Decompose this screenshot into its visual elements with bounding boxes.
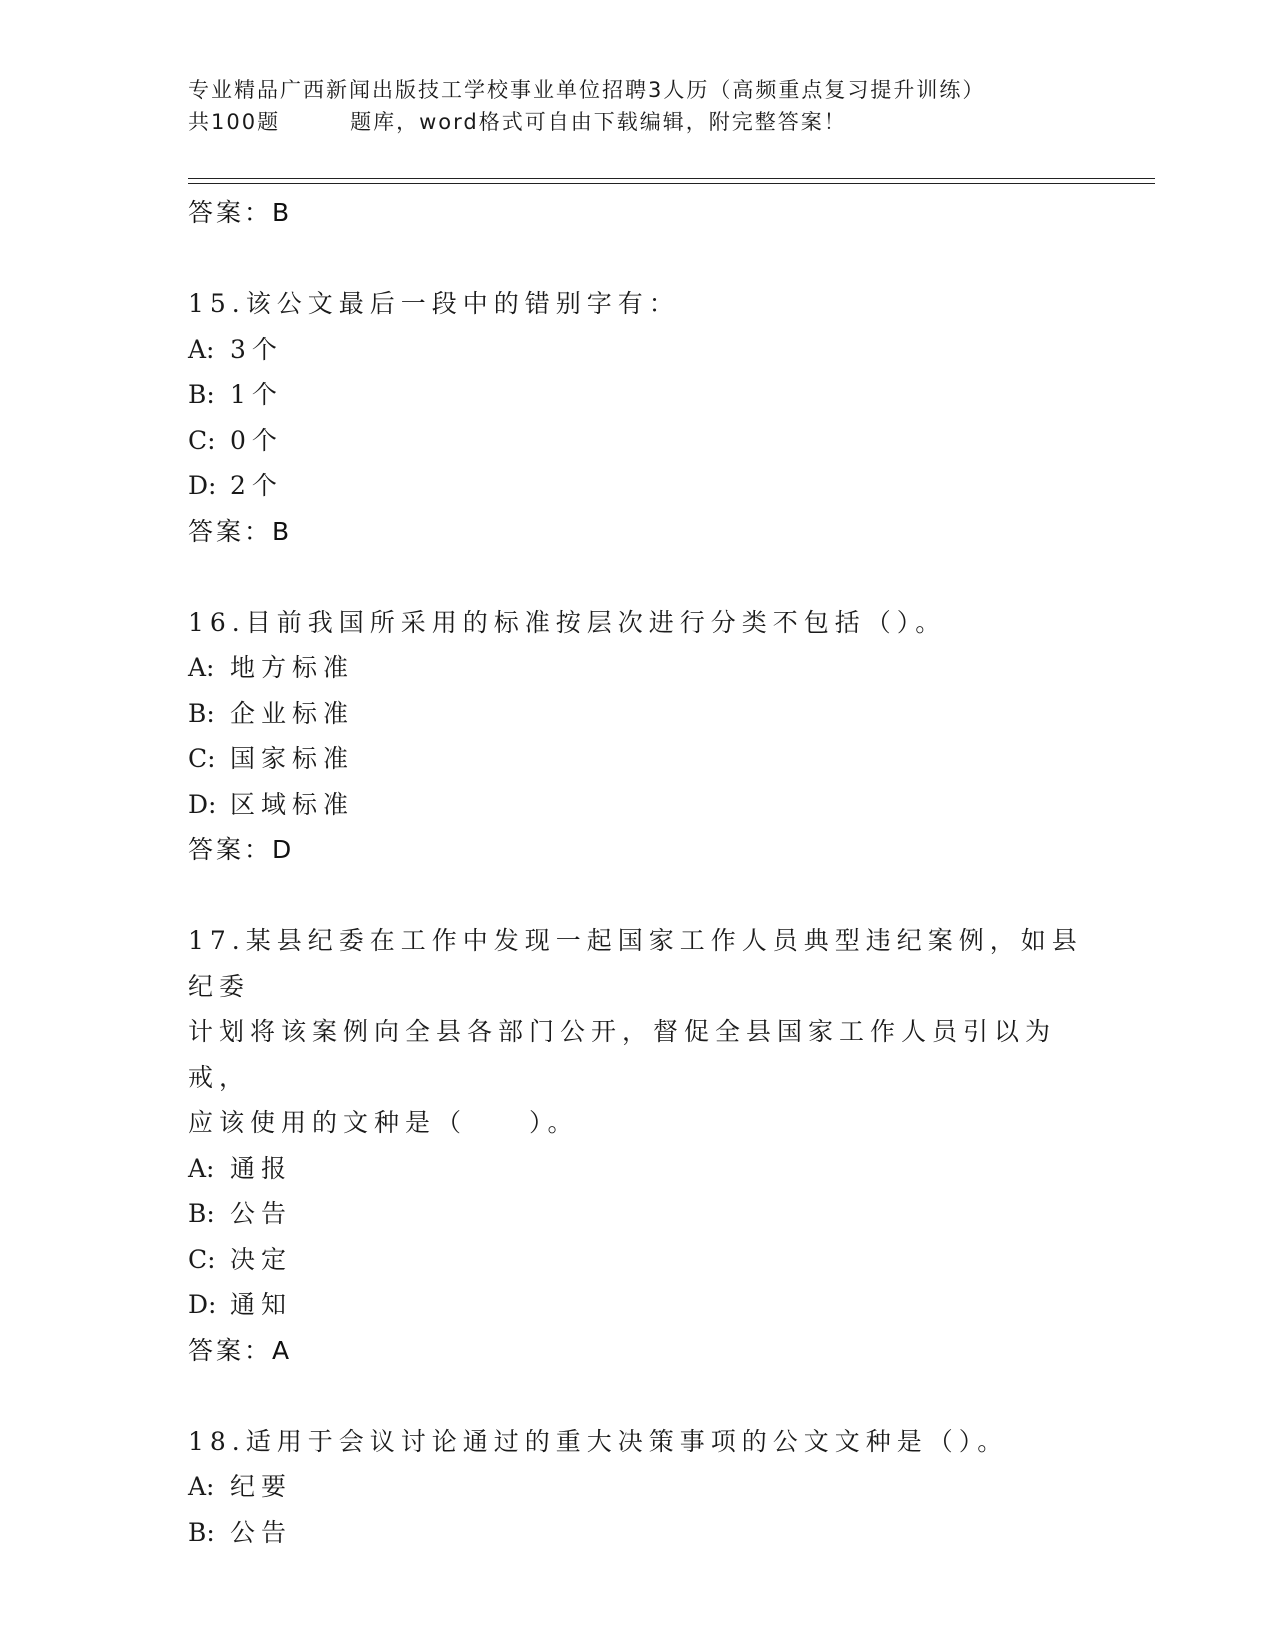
header-divider-top (188, 178, 1155, 179)
question-item (188, 1419, 1088, 1556)
option-text: 通知 (230, 1290, 293, 1319)
option-key: D: (188, 471, 217, 500)
option-d (188, 782, 1088, 828)
option-a (188, 1464, 1088, 1510)
question-item (188, 281, 1088, 554)
option-b (188, 1510, 1088, 1556)
option-text: 0个 (230, 425, 283, 455)
option-key: B: (188, 1199, 215, 1228)
answer-line: 答案：D (188, 835, 295, 864)
option-d (188, 1282, 1088, 1328)
option-text: 公告 (230, 1199, 293, 1228)
option-c (188, 736, 1088, 782)
option-b (188, 691, 1088, 737)
answer-line: 答案：B (188, 198, 293, 227)
option-a (188, 645, 1088, 691)
header-description: 题库，word格式可自由下载编辑，附完整答案！ (350, 110, 847, 134)
option-key: B: (188, 1517, 215, 1547)
header-title: 专业精品广西新闻出版技工学校事业单位招聘3人历（高频重点复习提升训练） (188, 78, 986, 102)
header-count: 共100题 (188, 110, 281, 134)
question-text: 18.适用于会议讨论通过的重大决策事项的公文文种是（）。 (188, 1426, 1009, 1456)
option-key: A: (188, 1472, 215, 1501)
option-key: D: (188, 789, 217, 819)
page-header (188, 74, 1088, 138)
option-key: D: (188, 1290, 217, 1319)
option-key: A: (188, 334, 215, 364)
option-text: 国家标准 (230, 744, 355, 773)
answer-line: 答案：A (188, 1335, 293, 1365)
option-text: 3个 (230, 334, 283, 364)
header-subtitle (188, 106, 1088, 138)
option-text: 纪要 (230, 1472, 293, 1501)
option-text: 2个 (230, 471, 283, 500)
question-text: 16.目前我国所采用的标准按层次进行分类不包括（）。 (188, 607, 947, 637)
option-b (188, 1191, 1088, 1237)
option-key: B: (188, 698, 215, 728)
question-item (188, 600, 1088, 873)
option-text: 通报 (230, 1153, 293, 1183)
option-key: B: (188, 380, 215, 409)
question-text-line: 应该使用的文种是（ ）。 (188, 1108, 579, 1137)
question-text: 15.该公文最后一段中的错别字有： (188, 289, 680, 318)
answer-line: 答案：B (188, 516, 293, 546)
option-c (188, 1237, 1088, 1283)
option-text: 企业标准 (230, 698, 355, 728)
option-key: A: (188, 653, 215, 682)
option-text: 决定 (230, 1244, 293, 1274)
option-a (188, 1146, 1088, 1192)
question-item (188, 918, 1088, 1373)
option-key: C: (188, 1244, 216, 1274)
option-text: 1个 (230, 380, 283, 409)
question-text-line: 17.某县纪委在工作中发现一起国家工作人员典型违纪案例，如县纪委 (188, 926, 1083, 1001)
question-list (188, 190, 1088, 1555)
option-d (188, 463, 1088, 509)
option-key: A: (188, 1153, 215, 1183)
option-b (188, 372, 1088, 418)
option-a (188, 327, 1088, 373)
option-key: C: (188, 425, 216, 455)
option-text: 区域标准 (230, 789, 355, 819)
option-key: C: (188, 744, 216, 773)
option-text: 公告 (230, 1517, 293, 1547)
question-text-line: 计划将该案例向全县各部门公开，督促全县国家工作人员引以为戒， (188, 1017, 1057, 1092)
option-c (188, 418, 1088, 464)
option-text: 地方标准 (230, 653, 355, 682)
header-divider-bottom (188, 183, 1155, 184)
